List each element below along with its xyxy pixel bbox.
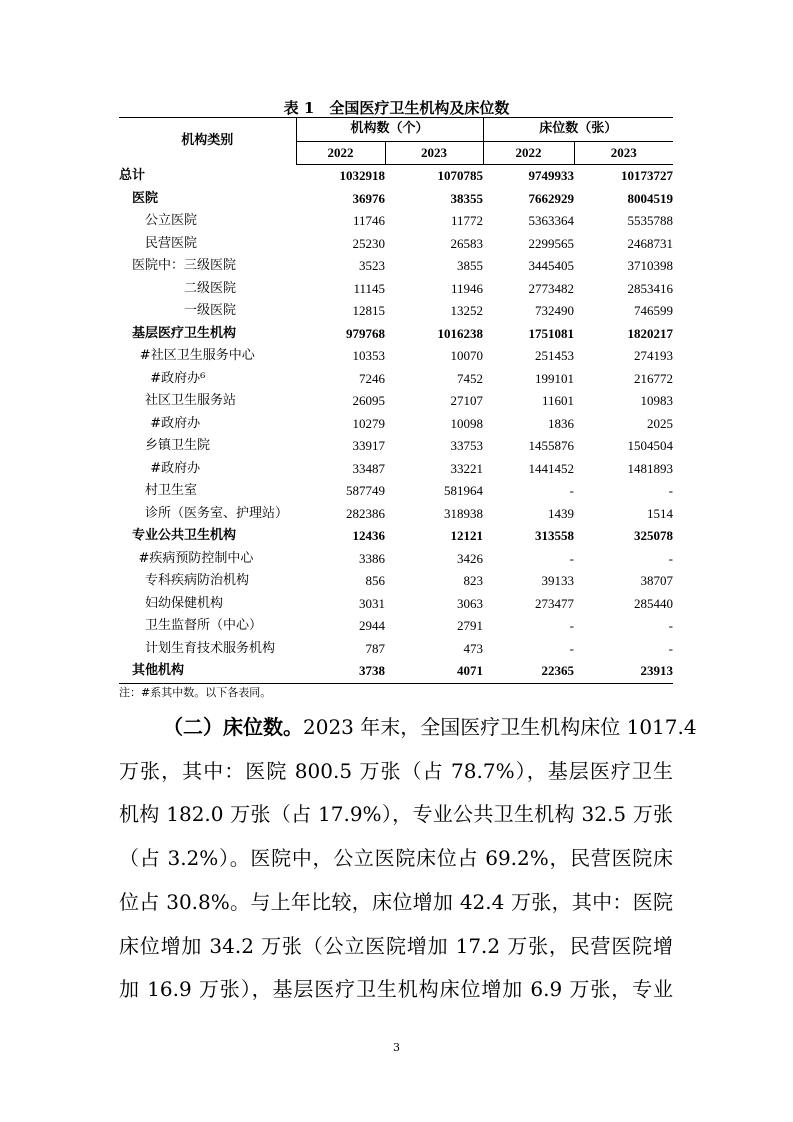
cell-value: 273477 [535, 595, 574, 611]
header-year: 2023 [574, 141, 673, 165]
cell-value: 3855 [457, 258, 483, 273]
cell-value: 1820217 [627, 325, 673, 341]
table-row [119, 278, 673, 301]
cell-value: 10353 [352, 348, 385, 363]
cell-value: 10173727 [621, 168, 673, 183]
section-heading: （二）床位数。 [163, 715, 303, 739]
row-label: #疾病预防控制中心 [138, 550, 254, 566]
table-row [119, 503, 673, 526]
cell-value: - [668, 618, 673, 633]
table-row [119, 323, 673, 346]
row-label: 公立医院 [145, 213, 198, 228]
cell-value: 5535788 [627, 213, 673, 228]
cell-value: 1070785 [437, 168, 483, 183]
cell-value: 10098 [450, 415, 483, 431]
cell-value: 27107 [450, 393, 483, 408]
cell-value: 12436 [352, 528, 385, 543]
row-label: 民营医院 [145, 235, 198, 251]
table-row [119, 660, 673, 683]
table-row [119, 390, 673, 413]
body-paragraph [119, 706, 697, 1012]
row-label: #政府办⁶ [150, 370, 206, 386]
row-label: 专科疾病防治机构 [145, 573, 250, 588]
cell-value: 33221 [450, 460, 483, 476]
cell-value: 199101 [535, 370, 574, 386]
table-title: 表 1 全国医疗卫生机构及床位数 [283, 99, 510, 117]
table-row [119, 548, 673, 571]
cell-value: - [569, 640, 574, 656]
cell-value: 285440 [634, 595, 673, 611]
cell-value: 12121 [450, 528, 483, 543]
cell-value: - [569, 550, 574, 566]
header-year: 2023 [385, 141, 483, 165]
row-label: 村卫生室 [145, 483, 198, 498]
cell-value: 2853416 [627, 280, 673, 296]
cell-value: 3738 [296, 660, 385, 683]
cell-value: - [569, 483, 574, 498]
cell-value: 3386 [359, 550, 385, 566]
row-label: #政府办 [150, 415, 201, 431]
row-label: 医院中：三级医院 [132, 258, 237, 273]
cell-value: 3063 [457, 595, 483, 611]
row-label: 专业公共卫生机构 [132, 528, 237, 543]
cell-value: 38355 [450, 190, 483, 206]
cell-value: - [668, 550, 673, 566]
row-label: 乡镇卫生院 [145, 438, 211, 453]
paragraph-line [119, 706, 697, 750]
cell-value: 251453 [535, 348, 574, 363]
cell-value: 1441452 [528, 460, 574, 476]
cell-value: 38707 [640, 573, 673, 588]
cell-value: 7452 [457, 370, 483, 386]
row-label: 基层医疗卫生机构 [132, 325, 237, 341]
cell-value: 2773482 [528, 280, 574, 296]
cell-value: 36976 [352, 190, 385, 206]
cell-value: 26095 [352, 393, 385, 408]
cell-value: 39133 [541, 573, 574, 588]
table-row [119, 165, 673, 188]
row-label: 一级医院 [184, 303, 237, 318]
cell-value: 473 [463, 640, 483, 656]
cell-value: 33753 [450, 438, 483, 453]
table-row [119, 615, 673, 638]
cell-value: 11145 [353, 280, 385, 296]
table-row [119, 413, 673, 436]
header-category: 机构类别 [119, 118, 296, 165]
cell-value: 2791 [457, 618, 483, 633]
cell-value: 4071 [385, 660, 483, 683]
table-row [119, 435, 673, 458]
table-row [119, 210, 673, 233]
table-row [119, 255, 673, 278]
cell-value: 325078 [634, 528, 673, 543]
cell-value: 7246 [359, 370, 385, 386]
table-row [119, 368, 673, 391]
cell-value: 1455876 [528, 438, 574, 453]
cell-value: 787 [365, 640, 385, 656]
table-row [119, 188, 673, 211]
row-label: 诊所（医务室、护理站） [145, 505, 289, 521]
table-row [119, 458, 673, 481]
header-beds: 床位数（张） [483, 118, 673, 142]
cell-value: 11746 [352, 213, 385, 228]
table-row [119, 570, 673, 593]
cell-value: 8004519 [627, 190, 673, 206]
cell-value: 1016238 [437, 325, 483, 341]
cell-value: 26583 [450, 235, 483, 251]
table-note: 注：#系其中数。以下各表同。 [119, 686, 272, 699]
table-row [119, 480, 673, 503]
cell-value: 746599 [634, 303, 673, 318]
table-row [119, 525, 673, 548]
cell-value: 25230 [352, 235, 385, 251]
cell-value: 23913 [574, 660, 673, 683]
table-row [119, 638, 673, 661]
cell-value: 11946 [450, 280, 483, 296]
paragraph-line: 万张，其中：医院 800.5 万张（占 78.7%），基层医疗卫生 [119, 758, 673, 783]
header-year: 2022 [296, 141, 385, 165]
paragraph-line: 机构 182.0 万张（占 17.9%），专业公共卫生机构 32.5 万张 [119, 802, 673, 827]
row-label: 妇幼保健机构 [145, 595, 224, 611]
cell-value: 1751081 [528, 325, 574, 341]
cell-value: 10279 [352, 415, 385, 431]
cell-value: 7662929 [528, 190, 574, 206]
paragraph-line: （占 3.2%）。医院中，公立医院床位占 69.2%，民营医院床 [119, 846, 673, 871]
cell-value: 1514 [647, 505, 673, 521]
row-label: 计划生育技术服务机构 [145, 640, 276, 656]
cell-value: 216772 [634, 370, 673, 386]
cell-value: 1836 [548, 415, 574, 431]
cell-value: 1504504 [627, 438, 673, 453]
table-row [119, 345, 673, 368]
cell-value: 12815 [352, 303, 385, 318]
cell-value: 581964 [444, 483, 483, 498]
cell-value: 3523 [359, 258, 385, 273]
row-label: #政府办 [150, 460, 201, 476]
cell-value: - [668, 640, 673, 656]
cell-value: 33917 [352, 438, 385, 453]
cell-value: 5363364 [528, 213, 574, 228]
table-row [119, 300, 673, 323]
table-row [119, 593, 673, 616]
header-year: 2022 [483, 141, 574, 165]
row-label: 社区卫生服务站 [145, 393, 237, 408]
cell-value: 2944 [359, 618, 385, 633]
paragraph-line: 加 16.9 万张），基层医疗卫生机构床位增加 6.9 万张，专业 [119, 977, 673, 1002]
row-label: 二级医院 [184, 280, 237, 296]
cell-value: 1032918 [339, 168, 385, 183]
facilities-beds-table [119, 117, 673, 684]
cell-value: 10983 [640, 393, 673, 408]
cell-value: 9749933 [528, 168, 574, 183]
cell-value: 2025 [647, 415, 673, 431]
cell-value: 22365 [483, 660, 574, 683]
cell-value: 318938 [444, 505, 483, 521]
cell-value: - [668, 483, 673, 498]
cell-value: 1481893 [627, 460, 673, 476]
cell-value: 11772 [450, 213, 483, 228]
cell-value: 1439 [548, 505, 574, 521]
cell-value: 3445405 [528, 258, 574, 273]
cell-value: 979768 [346, 325, 385, 341]
cell-value: 732490 [535, 303, 574, 318]
paragraph-line: 床位增加 34.2 万张（公立医院增加 17.2 万张，民营医院增 [119, 933, 673, 958]
row-label: 医院 [132, 190, 159, 206]
cell-value: - [569, 618, 574, 633]
cell-value: 10070 [450, 348, 483, 363]
header-institutions: 机构数（个） [296, 118, 483, 142]
row-label: 总计 [119, 167, 146, 183]
table-row [119, 233, 673, 256]
cell-value: 2468731 [627, 235, 673, 251]
row-label: #社区卫生服务中心 [139, 348, 255, 363]
cell-value: 13252 [450, 303, 483, 318]
row-label: 其他机构 [119, 660, 296, 683]
cell-value: 11601 [541, 393, 574, 408]
row-label: 卫生监督所（中心） [145, 618, 263, 633]
paragraph-line: 位占 30.8%。与上年比较，床位增加 42.4 万张，其中：医院 [119, 889, 673, 914]
cell-value: 282386 [346, 505, 385, 521]
cell-value: 823 [463, 573, 483, 588]
page-number: 3 [393, 1041, 400, 1054]
cell-value: 3031 [359, 595, 385, 611]
cell-value: 3426 [457, 550, 483, 566]
cell-value: 856 [365, 573, 385, 588]
cell-value: 33487 [352, 460, 385, 476]
paragraph-text: 2023 年末，全国医疗卫生机构床位 1017.4 [303, 715, 697, 739]
cell-value: 587749 [346, 483, 385, 498]
cell-value: 313558 [535, 528, 574, 543]
cell-value: 2299565 [528, 235, 574, 251]
cell-value: 274193 [634, 348, 673, 363]
cell-value: 3710398 [627, 258, 673, 273]
